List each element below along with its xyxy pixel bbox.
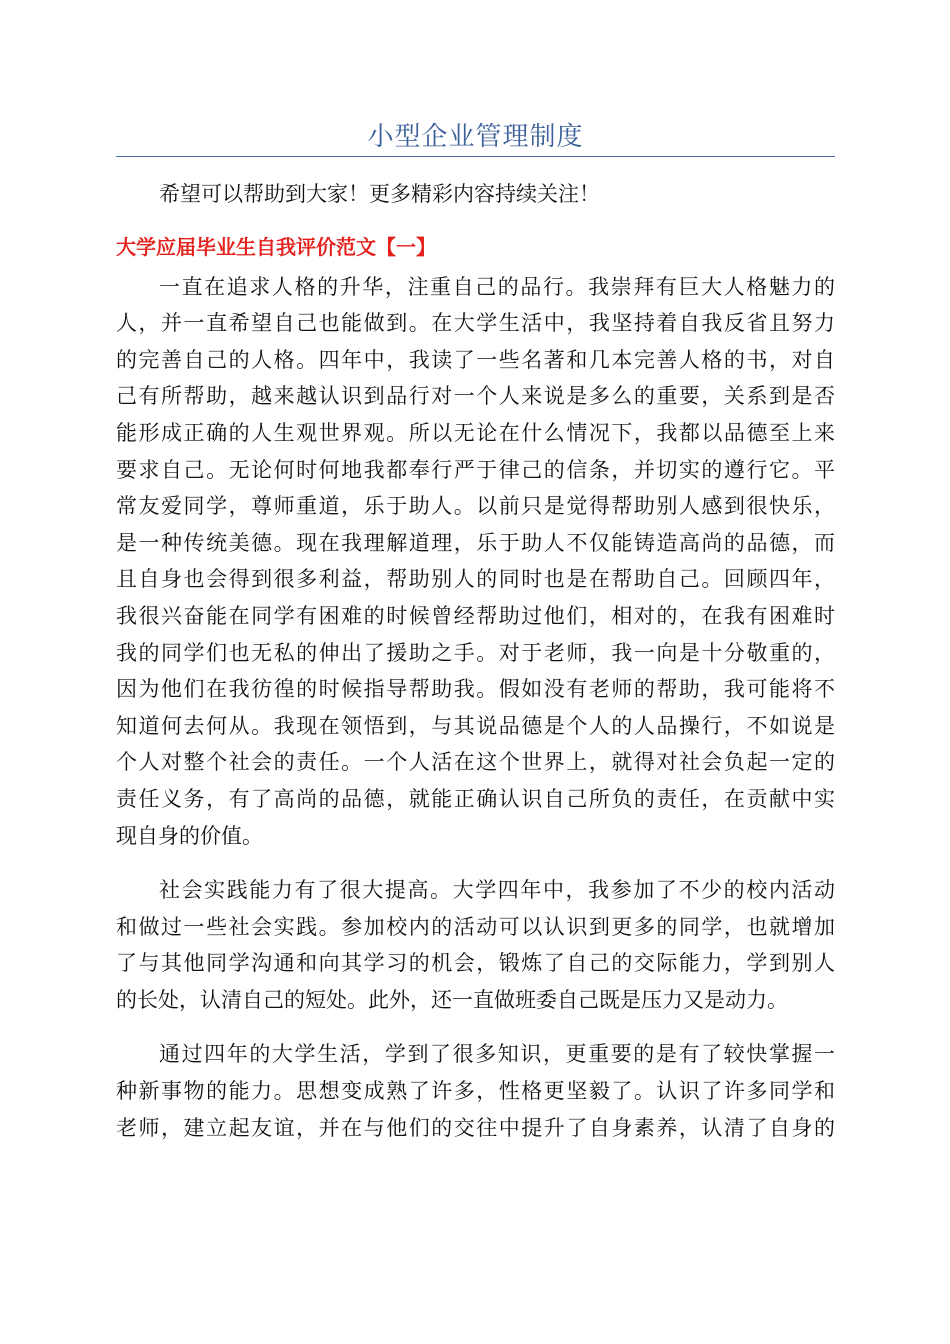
- paragraph-line: 因为他们在我彷徨的时候指导帮助我。假如没有老师的帮助，我可能将不: [116, 677, 835, 702]
- paragraph-line: 我很兴奋能在同学有困难的时候曾经帮助过他们，相对的，在我有困难时: [116, 603, 835, 628]
- document-body: [116, 176, 835, 1164]
- paragraph-line: 现自身的价值。: [116, 823, 263, 848]
- paragraph-line: 责任义务，有了高尚的品德，就能正确认识自己所负的责任，在贡献中实: [116, 786, 835, 811]
- intro-text: 希望可以帮助到大家！更多精彩内容持续关注！: [159, 182, 600, 206]
- document-title: 小型企业管理制度: [367, 122, 584, 152]
- paragraph-line: 且自身也会得到很多利益，帮助别人的同时也是在帮助自己。回顾四年，: [116, 567, 835, 592]
- paragraph-line: 己有所帮助，越来越认识到品行对一个人来说是多么的重要，关系到是否: [116, 384, 835, 409]
- paragraph-line: 了与其他同学沟通和向其学习的机会，锻炼了自己的交际能力，学到别人: [116, 951, 835, 976]
- paragraph-line: 我的同学们也无私的伸出了援助之手。对于老师，我一向是十分敬重的，: [116, 640, 835, 665]
- paragraph-line: 知道何去何从。我现在领悟到，与其说品德是个人的人品操行，不如说是: [116, 713, 835, 738]
- paragraph-line: 能形成正确的人生观世界观。所以无论在什么情况下，我都以品德至上来: [116, 420, 835, 445]
- paragraph-2: [116, 872, 835, 1018]
- paragraph-line: 人，并一直希望自己也能做到。在大学生活中，我坚持着自我反省且努力: [116, 311, 835, 336]
- paragraph-line: 的长处，认清自己的短处。此外，还一直做班委自己既是压力又是动力。: [116, 987, 788, 1012]
- paragraph-line: 是一种传统美德。现在我理解道理，乐于助人不仅能铸造高尚的品德，而: [116, 530, 835, 555]
- section-heading: 大学应届毕业生自我评价范文【一】: [116, 234, 436, 259]
- paragraph-line: 的完善自己的人格。四年中，我读了一些名著和几本完善人格的书，对自: [116, 347, 835, 372]
- paragraph-3: [116, 1036, 835, 1146]
- paragraph-line: 要求自己。无论何时何地我都奉行严于律己的信条，并切实的遵行它。平: [116, 457, 835, 482]
- paragraph-line: 种新事物的能力。思想变成熟了许多，性格更坚毅了。认识了许多同学和: [116, 1079, 835, 1104]
- paragraph-line: 个人对整个社会的责任。一个人活在这个世界上，就得对社会负起一定的: [116, 750, 835, 775]
- document-header: [116, 110, 835, 157]
- paragraph-line: 一直在追求人格的升华，注重自己的品行。我崇拜有巨大人格魅力的: [159, 274, 835, 299]
- paragraph-line: 老师，建立起友谊，并在与他们的交往中提升了自身素养，认清了自身的: [116, 1115, 835, 1140]
- paragraph-line: 常友爱同学，尊师重道，乐于助人。以前只是觉得帮助别人感到很快乐，: [116, 494, 835, 519]
- paragraph-1: [116, 269, 835, 855]
- paragraph-line: 通过四年的大学生活，学到了很多知识，更重要的是有了较快掌握一: [159, 1042, 835, 1067]
- paragraph-line: 社会实践能力有了很大提高。大学四年中，我参加了不少的校内活动: [159, 878, 835, 903]
- paragraph-line: 和做过一些社会实践。参加校内的活动可以认识到更多的同学，也就增加: [116, 914, 835, 939]
